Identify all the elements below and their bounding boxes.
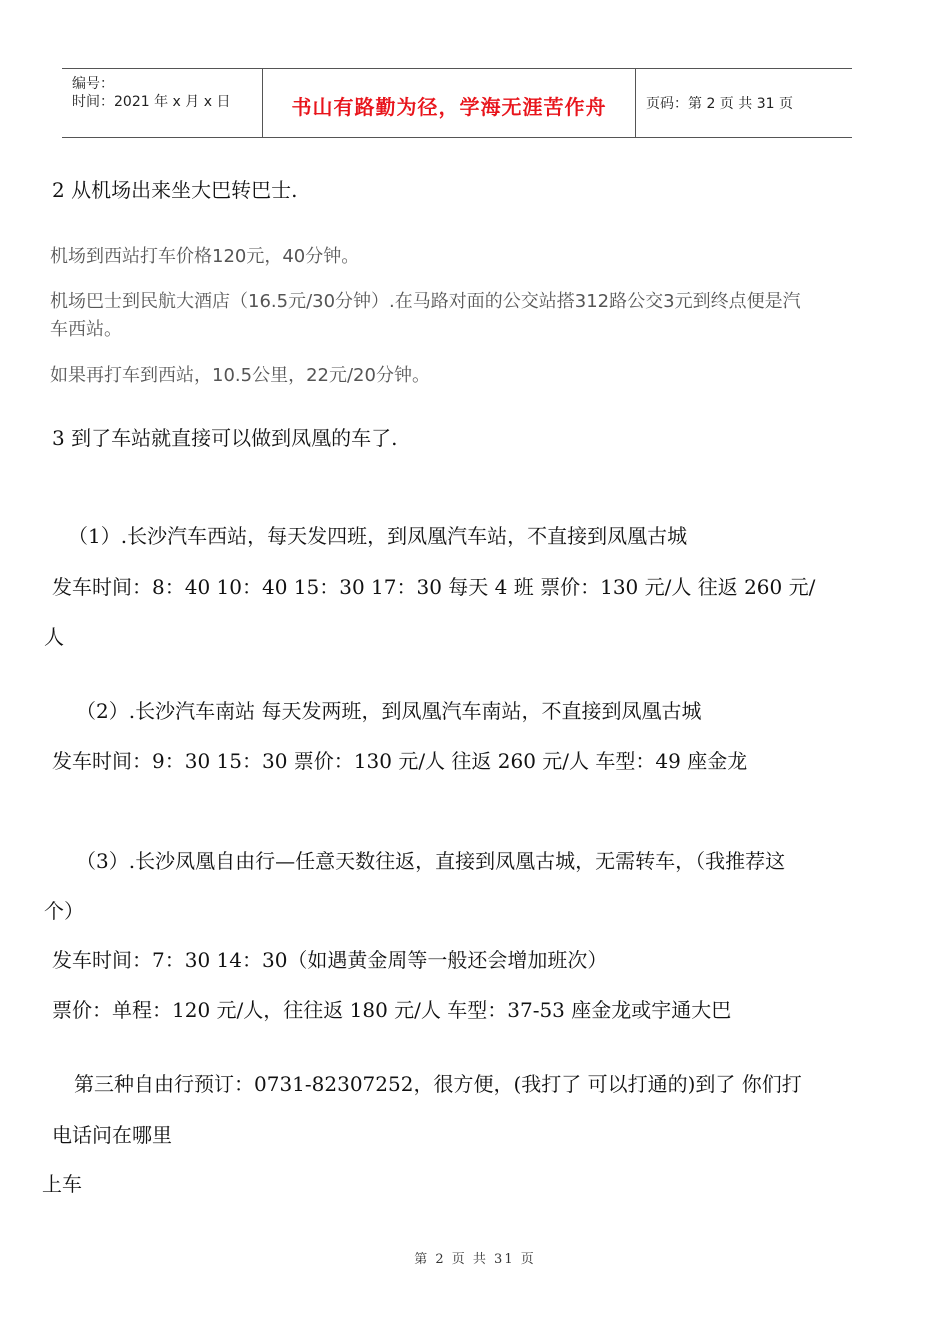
- header-motto-cell: [262, 69, 636, 137]
- header-page-cell: [636, 69, 852, 137]
- route-1-times: 发车时间：8：40 10：40 15：30 17：30 每天 4 班 票价：130 元/人 往返 260 元/: [52, 575, 816, 599]
- document-number-label: 编号：: [72, 76, 114, 92]
- route-3-price: 票价：单程：120 元/人，往往返 180 元/人 车型：37-53 座金龙或宇通大巴: [52, 998, 732, 1022]
- route-3-times: 发车时间：7：30 14：30（如遇黄金周等一般还会增加班次）: [52, 948, 608, 972]
- booking-line-3: 上车: [42, 1172, 82, 1196]
- route-1-times-cont: 人: [44, 625, 64, 649]
- page-header: [62, 68, 852, 138]
- airport-bus-line-cont: 车西站。: [50, 319, 122, 340]
- header-page-info: 页码：第 2 页 共 31 页: [646, 96, 793, 112]
- route-2-times: 发车时间：9：30 15：30 票价：130 元/人 往返 260 元/人 车型：49 座金龙: [52, 749, 748, 773]
- page-footer: 第 2 页 共 31 页: [414, 1252, 536, 1267]
- booking-line-2: 电话问在哪里: [52, 1123, 172, 1147]
- section-3-title: 3 到了车站就直接可以做到凤凰的车了.: [52, 426, 398, 450]
- booking-line-1: 第三种自由行预订：0731-82307252，很方便，(我打了 可以打通的)到了 你们打: [74, 1072, 802, 1096]
- taxi-price-line: 机场到西站打车价格120元，40分钟。: [50, 246, 360, 267]
- route-3-title-cont: 个）: [44, 899, 84, 923]
- section-2-title: 2 从机场出来坐大巴转巴士.: [52, 178, 298, 202]
- route-1-title: （1）.长沙汽车西站，每天发四班，到凤凰汽车站，不直接到凤凰古城: [68, 524, 688, 548]
- route-2-title: （2）.长沙汽车南站 每天发两班，到凤凰汽车南站，不直接到凤凰古城: [76, 699, 702, 723]
- document-time-label: 时间：2021 年 x 月 x 日: [72, 94, 231, 110]
- route-3-title: （3）.长沙凤凰自由行—任意天数往返，直接到凤凰古城，无需转车，（我推荐这: [76, 849, 786, 873]
- taxi-to-west-station-line: 如果再打车到西站，10.5公里，22元/20分钟。: [50, 365, 430, 386]
- header-meta: [62, 69, 262, 137]
- header-motto: 书山有路勤为径，学海无涯苦作舟: [291, 95, 607, 119]
- airport-bus-line: 机场巴士到民航大酒店（16.5元/30分钟）.在马路对面的公交站搭312路公交3元到终点便是汽: [50, 291, 801, 312]
